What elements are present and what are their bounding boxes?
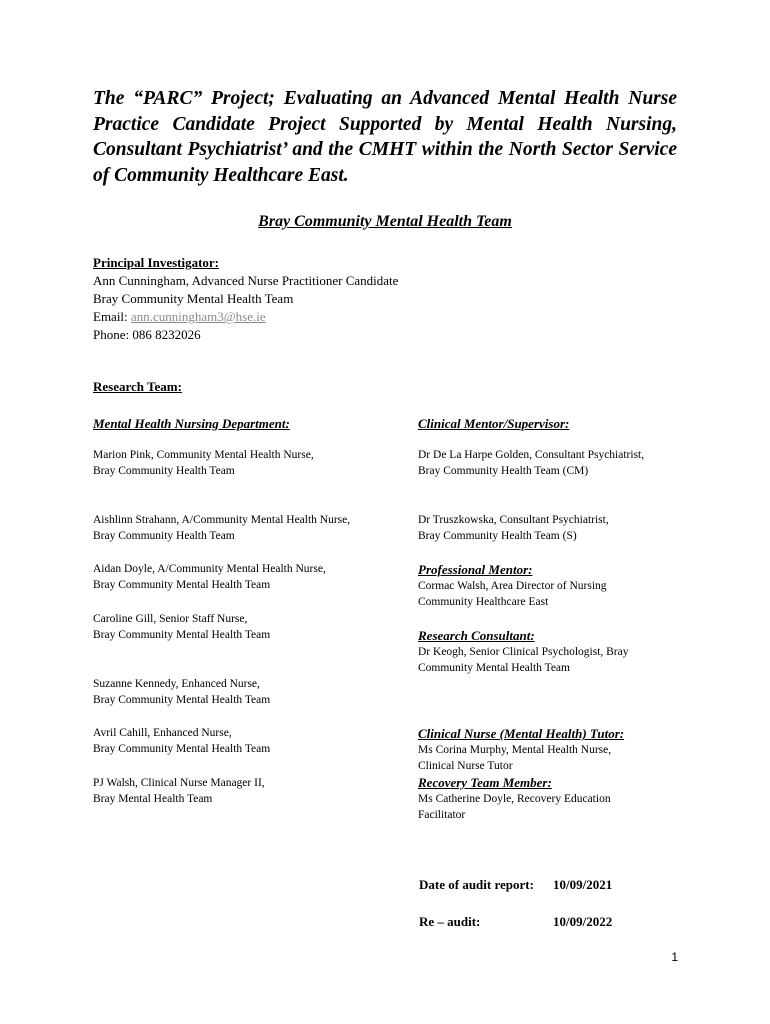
member-role: Caroline Gill, Senior Staff Nurse, — [93, 613, 248, 625]
research-consultant-block — [418, 627, 629, 676]
principal-investigator-phone: Phone: 086 8232026 — [93, 327, 201, 342]
clinical-tutor-block — [418, 725, 624, 774]
research-team-heading: Research Team: — [93, 379, 182, 394]
member-role: PJ Walsh, Clinical Nurse Manager II, — [93, 777, 265, 789]
clinical-tutor-heading: Clinical Nurse (Mental Health) Tutor: — [418, 726, 625, 741]
page-number: 1 — [671, 950, 678, 964]
document-subtitle: Bray Community Mental Health Team — [258, 213, 512, 230]
clinical-tutor-line1: Ms Corina Murphy, Mental Health Nurse, — [418, 744, 612, 756]
principal-investigator-email-row — [93, 308, 398, 326]
team-member-entry — [93, 676, 270, 708]
reaudit-date-value: 10/09/2022 — [553, 914, 613, 929]
mentor-entry — [418, 447, 644, 479]
principal-investigator-heading: Principal Investigator: — [93, 255, 220, 270]
research-consultant-line2: Community Mental Health Team — [418, 662, 570, 674]
professional-mentor-heading: Professional Mentor: — [418, 562, 533, 577]
clinical-tutor-line2: Clinical Nurse Tutor — [418, 760, 513, 772]
recovery-member-line2: Facilitator — [418, 809, 466, 821]
member-team: Bray Community Mental Health Team — [93, 629, 271, 641]
principal-investigator-name: Ann Cunningham, Advanced Nurse Practitioner Candidate — [93, 273, 399, 288]
member-team: Bray Community Health Team — [93, 530, 235, 542]
research-consultant-line1: Dr Keogh, Senior Clinical Psychologist, Bray — [418, 646, 629, 658]
team-member-entry — [93, 611, 270, 643]
member-role: Aishlinn Strahann, A/Community Mental Health Nurse, — [93, 514, 351, 526]
principal-investigator-block — [93, 254, 398, 344]
nursing-department-heading: Mental Health Nursing Department: — [93, 416, 290, 431]
member-team: Bray Community Health Team — [93, 465, 235, 477]
professional-mentor-line2: Community Healthcare East — [418, 596, 549, 608]
team-member-entry — [93, 561, 326, 593]
team-member-entry — [93, 725, 270, 757]
member-role: Aidan Doyle, A/Community Mental Health Nurse, — [93, 563, 326, 575]
recovery-member-heading: Recovery Team Member: — [418, 775, 552, 790]
audit-date-value: 10/09/2021 — [553, 877, 613, 892]
mentor-team: Bray Community Health Team (CM) — [418, 465, 589, 477]
email-link[interactable]: ann.cunningham3@hse.ie — [130, 309, 266, 324]
team-member-entry — [93, 775, 265, 807]
principal-investigator-team: Bray Community Mental Health Team — [93, 291, 294, 306]
email-label: Email: — [93, 309, 131, 324]
audit-date-label: Date of audit report: — [419, 877, 534, 892]
team-member-entry — [93, 447, 314, 479]
member-team: Bray Community Mental Health Team — [93, 694, 271, 706]
document-title: The “PARC” Project; Evaluating an Advanced Mental Health Nurse Practice Candidate Project Supported by Mental Health Nursing, Consultant Psychiatrist’ and the CMHT within the North Sector Service of Community Healthcare East. — [93, 88, 677, 186]
reaudit-label: Re – audit: — [419, 914, 481, 929]
recovery-member-block — [418, 774, 611, 823]
professional-mentor-line1: Cormac Walsh, Area Director of Nursing — [418, 580, 607, 592]
member-team: Bray Community Mental Health Team — [93, 743, 271, 755]
research-consultant-heading: Research Consultant: — [418, 628, 535, 643]
member-team: Bray Mental Health Team — [93, 793, 213, 805]
recovery-member-line1: Ms Catherine Doyle, Recovery Education — [418, 793, 611, 805]
member-role: Avril Cahill, Enhanced Nurse, — [93, 727, 232, 739]
professional-mentor-block — [418, 561, 607, 610]
team-member-entry — [93, 512, 350, 544]
mentor-role: Dr De La Harpe Golden, Consultant Psychiatrist, — [418, 449, 645, 461]
member-role: Suzanne Kennedy, Enhanced Nurse, — [93, 678, 260, 690]
mentor-entry — [418, 512, 609, 544]
mentor-team: Bray Community Health Team (S) — [418, 530, 577, 542]
member-team: Bray Community Mental Health Team — [93, 579, 271, 591]
mentor-role: Dr Truszkowska, Consultant Psychiatrist, — [418, 514, 609, 526]
member-role: Marion Pink, Community Mental Health Nurse, — [93, 449, 314, 461]
clinical-mentor-heading: Clinical Mentor/Supervisor: — [418, 416, 570, 431]
